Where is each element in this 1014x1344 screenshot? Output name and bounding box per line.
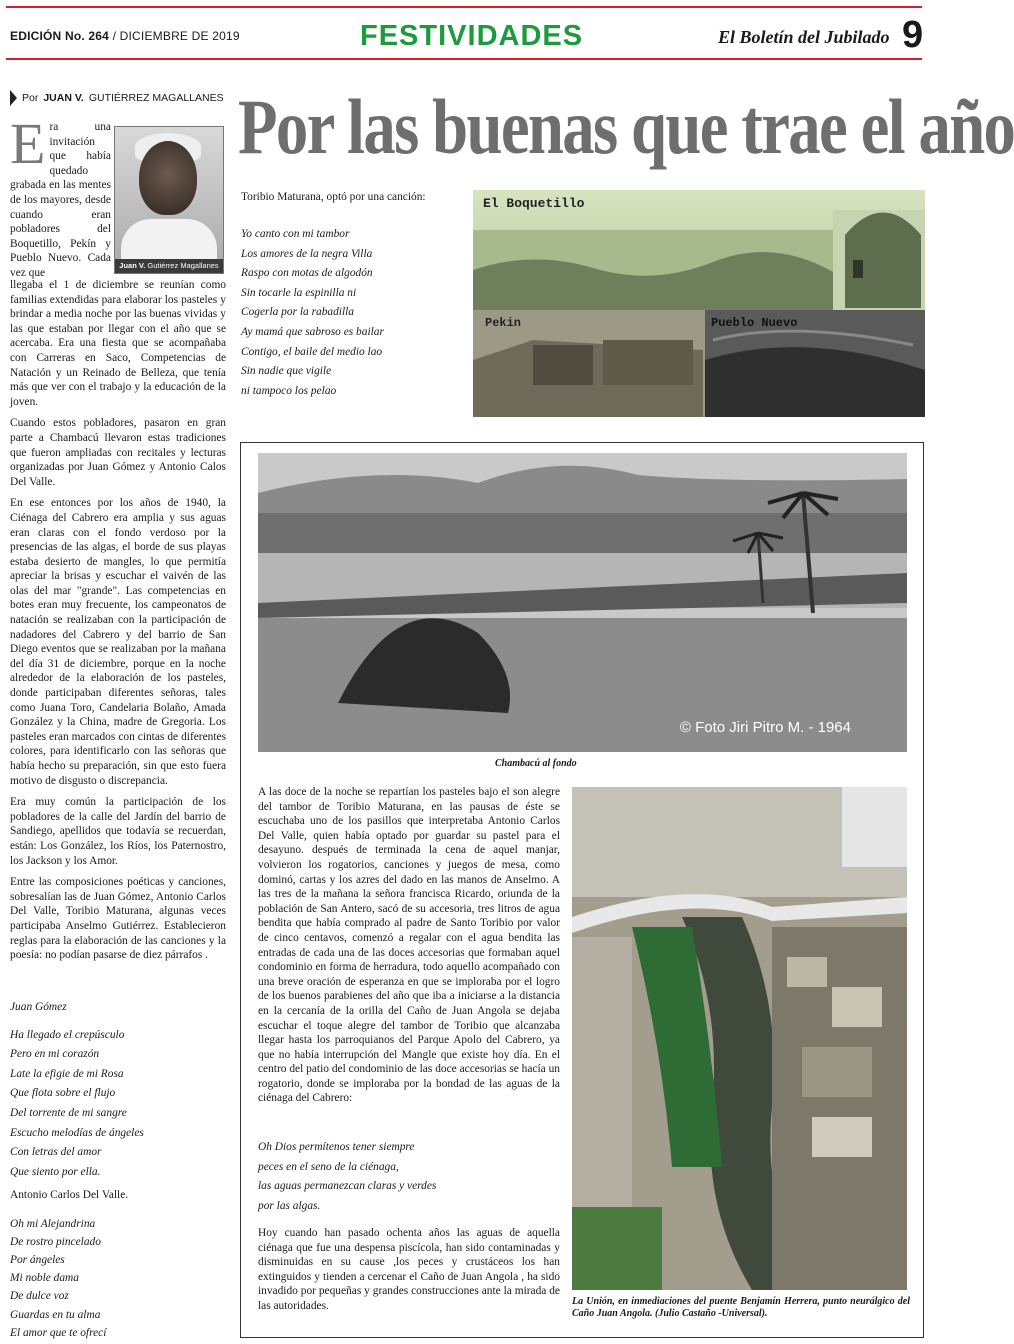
- collage-label-pekin: Pekin: [485, 316, 522, 330]
- prayer-line: por las algas.: [258, 1199, 321, 1212]
- poem-line: Guardas en tu alma: [10, 1308, 101, 1321]
- song-line: ni tampoco los pelao: [241, 384, 337, 397]
- byline-surname: GUTIÉRREZ MAGALLANES: [88, 92, 224, 104]
- poem-2: [10, 1186, 226, 1342]
- byline-name: JUAN V.: [43, 92, 84, 104]
- byline-prefix: Por: [22, 92, 39, 104]
- poem-line: Oh mi Alejandrina: [10, 1217, 96, 1230]
- collage-label-boquetillo: El Boquetillo: [483, 196, 585, 211]
- chambacu-caption: Chambacú al fondo: [495, 758, 577, 769]
- paragraph-3: En ese entonces por los años de 1940, la Ciénaga del Cabrero era amplia y sus aguas eran claras con el fondo verdoso por la presencias de las algas, el borde de sus playas estaba desierto de mangles, lo que permitía apreciar la brisas y escuchar el vaivén de las olas del mar "grande". Las competencias en botes eran muy frecuente, los campeonatos de natación se realizaban con la participación de nadadores del Cabrero y del barrio de San Diego eventos que se realizaban por la mañana del día 31 de diciembre, porque en la noche alrededor de la elaboración de los pasteles, donde participaban diferentes señoras, tales como Juana Toro, Candelaria Bolaño, Amada González y la China, madre de Gregoria. Los pasteles eran marcados con cintas de diferentes colores, para identificarlo con las señoras que había hecho su preparación, sin que esto fuera motivo de disgusto o discrepancia.: [10, 497, 226, 787]
- photo-credit: © Foto Jiri Pitro M. - 1964: [679, 719, 851, 736]
- drop-cap: E: [10, 111, 46, 176]
- collage-label-pueblo-nuevo: Pueblo Nuevo: [711, 316, 798, 330]
- prayer-line: Oh Dios permítenos tener siempre: [258, 1141, 415, 1153]
- poem-line: Del torrente de mi sangre: [10, 1106, 127, 1119]
- prayer-line: peces en el seno de la ciénaga,: [258, 1160, 399, 1173]
- aerial-caption: La Unión, en inmediaciones del puente Benjamín Herrera, punto neurálgico del Caño Juan Angola. (Julio Castaño -Universal).: [572, 1296, 910, 1319]
- poem-1: [10, 998, 226, 1182]
- poem-line: Late la efigie de mi Rosa: [10, 1067, 124, 1080]
- collage-art: [473, 190, 925, 417]
- song-line: Yo canto con mi tambor: [241, 228, 350, 240]
- header-rule: [6, 58, 922, 60]
- paragraph-7: Hoy cuando han pasado ochenta años las aguas de aquella ciénaga que fue una despensa piscícola, han sido contaminadas y disminuidas en su cause ,los peces y crustáceos los han extinguidos y tienden a cercenar el Caño de Juan Angola , ha sido invadido por pequeñas y grandes construcciones ante la mirada de las autoridades.: [258, 1227, 560, 1312]
- paragraph-4: Era muy común la participación de los pobladores de la calle del Jardín del barrio de Sandiego, apellidos que todavía se recuerdan, están: Los González, los Ríos, los Paternostro, los Jackson y los Amor.: [10, 796, 226, 867]
- song: [241, 225, 466, 401]
- song-line: Raspo con motas de algodón: [241, 267, 373, 280]
- paragraph-2: Cuando estos pobladores, pasaron en gran parte a Chambacú llevaron estas tradiciones que fueron ampliadas con recitales y lecturas organizadas por Juan Gómez y Antonio Calos Del Valle.: [10, 417, 226, 488]
- song-intro: Toribio Maturana, optó por una canción:: [241, 191, 426, 203]
- right-column-text: [258, 785, 560, 1113]
- song-line: Sin tocarle la espinilla ni: [241, 286, 357, 299]
- edition-label: EDICIÓN: [10, 29, 62, 43]
- song-line: Sin nadie que vigile: [241, 365, 332, 378]
- left-column: [10, 278, 226, 970]
- byline: [10, 90, 224, 106]
- aerial-photo: [572, 787, 907, 1290]
- article-title: Por las buenas que trae el año: [238, 83, 1014, 170]
- prayer-line: las aguas permanezcan claras y verdes: [258, 1180, 437, 1193]
- lead-paragraph: llegaba el 1 de diciembre se reunían como familias extendidas para elaborar los pasteles y brindar a media noche por las buenas vividas y las que estaban por llegar con el año que se acercaba. Era una fiesta que se acompañaba con Carreras en Saco, Competencias de Natación y un Reinado de Belleza, que tenía más que ver con el trabajo y la educación de la joven.: [10, 279, 226, 408]
- poem-line: Que flota sobre el flujo: [10, 1087, 116, 1100]
- chambacu-art: [258, 453, 907, 752]
- poem-line: Ha llegado el crepúsculo: [10, 1028, 125, 1041]
- section-title: FESTIVIDADES: [360, 20, 584, 52]
- song-line: Contigo, el baile del medio lao: [241, 345, 383, 358]
- portrait-caption: Juan V. Gutiérrez Magallanes: [115, 259, 223, 273]
- edition-number: No. 264: [64, 29, 110, 43]
- poem-line: Mi noble dama: [10, 1272, 79, 1285]
- page-number: 9: [902, 14, 924, 56]
- song-line: Los amores de la negra Villa: [241, 247, 373, 260]
- poem-line: Escucho melodías de ángeles: [10, 1126, 144, 1139]
- publication-name: El Boletín del Jubilado: [718, 27, 890, 47]
- poem-line: De dulce voz: [10, 1290, 69, 1303]
- top-rule: [6, 6, 922, 8]
- poem-line: De rostro pincelado: [10, 1235, 101, 1248]
- author-portrait: [114, 126, 224, 274]
- poem-line: Con letras del amor: [10, 1146, 102, 1159]
- prayer: [258, 1138, 560, 1216]
- song-line: Ay mamá que sabroso es bailar: [241, 325, 384, 338]
- paragraph-5: Entre las composiciones poéticas y canciones, sobresalían las de Juan Gómez, Antonio Carlos Del Valle, Toribio Maturana, algunas veces participaba Anselmo Gutiérrez. Establecieron reglas para la elaboración de las canciones y la poesía: no podían pasarse de diez párrafos .: [10, 876, 226, 962]
- poem-line: El amor que te ofrecí: [10, 1326, 107, 1339]
- closing-text: [258, 1226, 560, 1321]
- song-line: Cogerla por la rabadilla: [241, 306, 354, 319]
- paragraph-6: A las doce de la noche se repartían los pasteles bajo el son alegre del tambor de Toribio Maturana, en las pausas de éste se escuchaba uno de los pasillos que interpretaba Antonio Carlos Del Valle, quien había optado por guardar su pastel para el desayuno. después de terminada la cena de aquel manjar, volvieron los rogatorios, canciones y juegos de mesa, como dominó, cartas y los azres del dado en las manos de Anselmo. A las tres de la mañana la señora francisca Ricardo, oriunda de la población de San Antero, sacó de su accesoria, tres litros de agua bendita que había comprado al padre de Santo Toribio por valor de cinco centavos, comenzó a regalar con el agua bendita las entradas de cada una de las doces accesorias que formaban aquel condominio en forma de herradura, todo aquello acompañado con una breve oración de esperanza en que se imploraba por el logro de los buenos parabienes del año que iba a iniciarse a la distancia en la cercanía de la orilla del Caño de Juan Angola se dejaba escuchar el toque alegre del tambor de Toribio que alcanzaba llegar hasta los parroquianos del Parque Apolo del Cabrero, ya que no había interrupción del Mangle que existe hoy día. En el centro del patio del condominio de las doce accesorias se hacía un rogatorio, donde se imploraba por la bondad de las aguas de la ciénaga del Cabrero:: [258, 786, 560, 1105]
- edition-date: / DICIEMBRE DE 2019: [112, 29, 240, 43]
- poem-1-author: Juan Gómez: [10, 1001, 67, 1013]
- byline-arrow-icon: [10, 90, 17, 106]
- poem-line: Por ángeles: [10, 1254, 65, 1266]
- aerial-art: [572, 787, 907, 1290]
- lead-top: E ra una invitación que había quedado grabada en las mentes de los mayores, desde cuando eran pobladores del Boquetillo, Pekín y Pueblo Nuevo. Cada vez que: [10, 111, 111, 279]
- poem-line: Pero en mi corazón: [10, 1048, 100, 1061]
- poem-2-author: Antonio Carlos Del Valle.: [10, 1189, 129, 1201]
- poem-line: Que siento por ella.: [10, 1165, 101, 1178]
- edition-info: [10, 29, 240, 43]
- chambacu-photo: [258, 453, 907, 752]
- historic-collage: [473, 190, 925, 417]
